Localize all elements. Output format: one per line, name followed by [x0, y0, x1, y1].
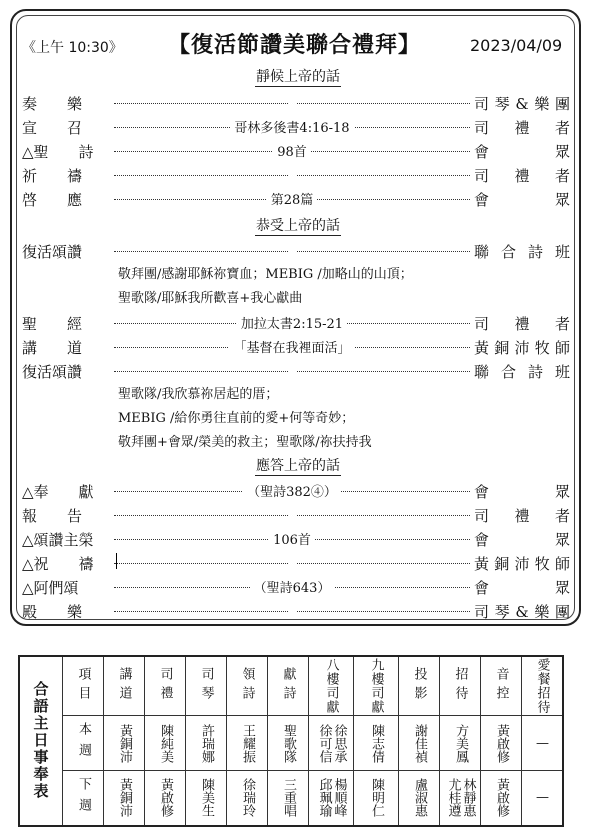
order-item-label: △祝 禱	[22, 555, 94, 573]
roster-name: 徐瑞玲	[240, 778, 255, 818]
roster-cell	[481, 771, 522, 826]
order-item	[22, 479, 570, 501]
order-item	[22, 91, 570, 113]
order-item-detail	[114, 505, 470, 520]
order-item-detail	[114, 165, 470, 180]
roster-header: 司琴	[186, 656, 227, 716]
music-note: 聖歌隊/我欣慕祢居起的厝；	[118, 387, 279, 402]
roster-cell	[309, 771, 354, 826]
music-note: 敬拜團/感謝耶穌祢寶血；MEBIG /加略山的山頂；	[118, 267, 413, 282]
order-item-leader: 司禮者	[474, 315, 570, 333]
order-item	[22, 115, 570, 137]
roster-header: 司禮	[145, 656, 186, 716]
roster-name: 王耀振	[240, 723, 255, 763]
order-item-detail: 哥林多後書4:16-18	[114, 117, 470, 136]
order-item-leader: 司琴&樂團	[474, 603, 570, 621]
roster-name: 陳明仁	[369, 778, 384, 818]
order-item-leader: 會眾	[474, 191, 570, 209]
roster-cell	[354, 771, 399, 826]
order-item-leader: 司禮者	[474, 119, 570, 137]
section-heading-3: 應答上帝的話	[256, 458, 340, 474]
roster-header: 講道	[104, 656, 145, 716]
roster-cell	[268, 771, 309, 826]
roster-cell	[227, 716, 268, 771]
order-item-leader: 司禮者	[474, 167, 570, 185]
order-item	[22, 359, 570, 381]
order-item	[22, 503, 570, 525]
order-item-detail	[114, 601, 470, 616]
roster-cell	[522, 716, 564, 771]
roster-row	[19, 716, 563, 771]
roster-header: 八樓司獻	[309, 656, 354, 716]
order-item-label: △頌讚主榮	[22, 531, 94, 549]
roster-cell	[104, 771, 145, 826]
roster-cell	[399, 771, 440, 826]
order-item	[22, 575, 570, 597]
roster-name: 黃銅沛	[117, 723, 132, 763]
order-item-leader: 黃銅沛牧師	[474, 555, 570, 573]
service-date: 2023/04/09	[470, 36, 563, 55]
roster-cell	[354, 716, 399, 771]
order-item-detail: （聖詩643）	[114, 577, 470, 596]
roster-cell	[309, 716, 354, 771]
order-item	[22, 139, 570, 161]
order-item	[22, 163, 570, 185]
roster-name: 陳志倩	[369, 723, 384, 763]
roster-header: 招待	[440, 656, 481, 716]
order-item-leader: 會眾	[474, 143, 570, 161]
roster-week-label: 本週	[63, 716, 104, 771]
order-item-detail: （聖詩382④）	[114, 481, 470, 500]
order-item-leader: 會眾	[474, 579, 570, 597]
service-title: 【復活節讚美聯合禮拜】	[168, 32, 422, 58]
roster-name: 楊順峰	[331, 778, 347, 818]
roster-cell	[145, 716, 186, 771]
order-item-label: △奉 獻	[22, 483, 94, 501]
roster-name: 徐可信	[316, 723, 332, 763]
order-item-leader: 司琴&樂團	[474, 95, 570, 113]
music-note: 聖歌隊/耶穌我所歡喜+我心獻曲	[118, 291, 303, 306]
music-note: MEBIG /給你勇往直前的愛+何等奇妙；	[118, 411, 355, 426]
text-cursor	[116, 553, 117, 569]
order-item	[22, 551, 570, 573]
roster-cell	[227, 771, 268, 826]
roster-name: 尤桂遵	[445, 778, 461, 818]
order-item-leader: 聯合詩班	[474, 363, 570, 381]
roster-name: 陳美生	[199, 778, 214, 818]
section-heading-2: 恭受上帝的話	[256, 218, 340, 234]
order-item-label: 殿 樂	[22, 603, 83, 621]
section-heading-1: 靜候上帝的話	[256, 69, 340, 85]
roster-name: 邱珮瑜	[316, 778, 332, 818]
roster-name: —	[535, 735, 550, 751]
roster-header: 愛餐招待	[522, 656, 564, 716]
order-item-detail: 106首	[114, 529, 470, 548]
order-item-label: 啓 應	[22, 191, 83, 209]
service-time: 《上午 10:30》	[22, 40, 123, 56]
order-item-detail: 98首	[114, 141, 470, 160]
order-item	[22, 311, 570, 333]
roster-cell	[268, 716, 309, 771]
order-item-label: 祈 禱	[22, 167, 83, 185]
roster-cell	[440, 716, 481, 771]
roster-col-header-label: 項目	[63, 656, 104, 716]
order-item-label: 聖 經	[22, 315, 83, 333]
roster-name: —	[535, 790, 550, 806]
order-item-label: △聖 詩	[22, 143, 94, 161]
order-item	[22, 239, 570, 261]
order-item	[22, 527, 570, 549]
order-item-label: 奏 樂	[22, 95, 83, 113]
roster-header: 音控	[481, 656, 522, 716]
roster-name: 謝佳禎	[412, 723, 427, 763]
order-item-detail	[114, 361, 470, 376]
order-item-label: 宣 召	[22, 119, 83, 137]
order-item-label: 報 告	[22, 507, 83, 525]
roster-name: 徐思承	[331, 723, 347, 763]
roster-cell	[399, 716, 440, 771]
roster-name: 許瑞娜	[199, 723, 214, 763]
roster-name: 黃啟修	[158, 778, 173, 818]
order-item-leader: 黃銅沛牧師	[474, 339, 570, 357]
roster-name: 三重唱	[281, 778, 296, 818]
roster-cell	[186, 771, 227, 826]
roster-name: 黃銅沛	[117, 778, 132, 818]
roster-cell	[440, 771, 481, 826]
roster-name: 黃啟修	[494, 778, 509, 818]
order-item-label: 講 道	[22, 339, 83, 357]
roster-name: 陳純美	[158, 723, 173, 763]
order-item-detail: 第28篇	[114, 189, 470, 208]
order-item-leader: 聯合詩班	[474, 243, 570, 261]
order-item-leader: 會眾	[474, 483, 570, 501]
roster-week-label: 下週	[63, 771, 104, 826]
order-item	[22, 335, 570, 357]
order-item-label: 復活頌讚	[22, 243, 83, 261]
order-item-detail	[114, 241, 470, 256]
roster-name: 方美鳳	[453, 723, 468, 763]
duty-roster-table	[18, 655, 564, 827]
roster-cell	[145, 771, 186, 826]
roster-name: 林靜惠	[460, 778, 476, 818]
order-item	[22, 599, 570, 621]
order-item-label: △阿們頌	[22, 579, 79, 597]
order-item-leader: 司禮者	[474, 507, 570, 525]
roster-row	[19, 771, 563, 826]
order-item-detail	[114, 553, 470, 568]
order-item	[22, 187, 570, 209]
order-item-detail	[114, 93, 470, 108]
roster-cell	[522, 771, 564, 826]
roster-name: 黃啟修	[494, 723, 509, 763]
order-item-leader: 會眾	[474, 531, 570, 549]
order-item-label: 復活頌讚	[22, 363, 83, 381]
roster-name: 聖歌隊	[281, 723, 296, 763]
roster-header: 九樓司獻	[354, 656, 399, 716]
roster-header: 獻詩	[268, 656, 309, 716]
roster-cell	[481, 716, 522, 771]
roster-name: 盧淑惠	[412, 778, 427, 818]
roster-cell	[104, 716, 145, 771]
order-item-detail: 「基督在我裡面活」	[114, 337, 470, 356]
roster-caption: 合語主日事奉表	[19, 656, 63, 826]
music-note: 敬拜團+會眾/榮美的救主；聖歌隊/祢扶持我	[118, 435, 372, 450]
roster-cell	[186, 716, 227, 771]
order-item-detail: 加拉太書2:15-21	[114, 313, 470, 332]
roster-header: 領詩	[227, 656, 268, 716]
roster-header: 投影	[399, 656, 440, 716]
